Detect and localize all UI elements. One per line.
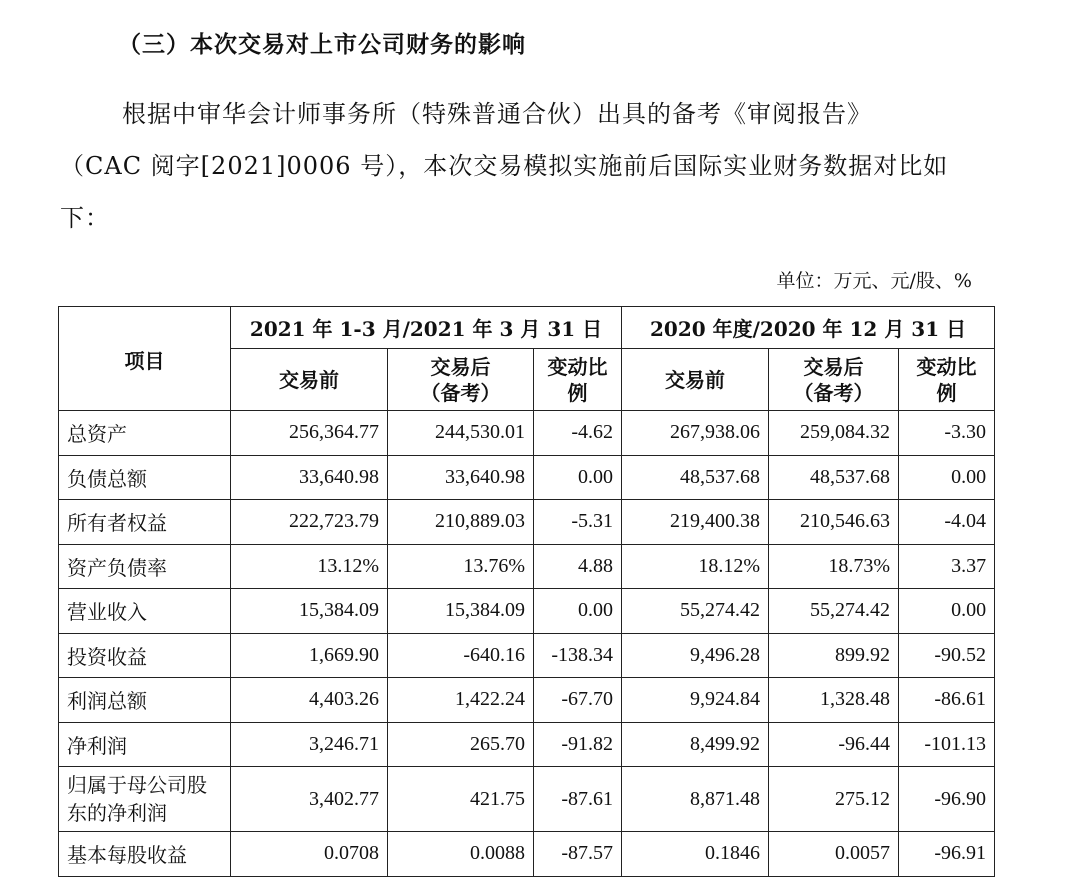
unit-label: 单位：万元、元/股、% bbox=[776, 270, 972, 292]
table-cell: 33,640.98 bbox=[388, 455, 534, 500]
table-cell: 3.37 bbox=[899, 544, 995, 589]
table-cell: 267,938.06 bbox=[622, 411, 769, 456]
period-1-header: 2021 年 1-3 月/2021 年 3 月 31 日 bbox=[231, 307, 622, 349]
table-cell: -5.31 bbox=[534, 500, 622, 545]
table-cell: 244,530.01 bbox=[388, 411, 534, 456]
table-cell: 0.00 bbox=[899, 455, 995, 500]
table-cell: -96.44 bbox=[769, 722, 899, 767]
item-header: 项目 bbox=[59, 307, 231, 411]
section-title: （三）本次交易对上市公司财务的影响 bbox=[118, 31, 526, 58]
col-change-p2-line1: 变动比 bbox=[916, 354, 977, 379]
table-cell: -101.13 bbox=[899, 722, 995, 767]
table-cell: 0.0088 bbox=[388, 832, 534, 877]
col-before-p1: 交易前 bbox=[231, 349, 388, 411]
col-change-p1-line2: 例 bbox=[567, 380, 588, 405]
table-cell: -4.62 bbox=[534, 411, 622, 456]
table-cell: 210,889.03 bbox=[388, 500, 534, 545]
table-cell: 15,384.09 bbox=[231, 589, 388, 634]
table-cell: 3,246.71 bbox=[231, 722, 388, 767]
row-label: 基本每股收益 bbox=[59, 832, 231, 877]
col-change-p2-line2: 例 bbox=[936, 380, 957, 405]
table-cell: -87.57 bbox=[534, 832, 622, 877]
table-cell: 48,537.68 bbox=[769, 455, 899, 500]
col-after-p2-line2: （备考） bbox=[793, 380, 874, 405]
table-cell: 259,084.32 bbox=[769, 411, 899, 456]
table-cell: 33,640.98 bbox=[231, 455, 388, 500]
table-cell: -3.30 bbox=[899, 411, 995, 456]
table-cell: -87.61 bbox=[534, 767, 622, 832]
table-cell: 55,274.42 bbox=[769, 589, 899, 634]
table-row bbox=[59, 544, 995, 589]
table-cell: 4,403.26 bbox=[231, 678, 388, 723]
table-cell: -90.52 bbox=[899, 633, 995, 678]
table-cell: 899.92 bbox=[769, 633, 899, 678]
table-cell: 0.0057 bbox=[769, 832, 899, 877]
table-cell: 0.0708 bbox=[231, 832, 388, 877]
row-label: 所有者权益 bbox=[59, 500, 231, 545]
table-cell: 0.1846 bbox=[622, 832, 769, 877]
table-row bbox=[59, 832, 995, 877]
col-change-p2 bbox=[899, 349, 995, 411]
table-cell: 0.00 bbox=[534, 455, 622, 500]
table-cell: 13.12% bbox=[231, 544, 388, 589]
table-cell: 421.75 bbox=[388, 767, 534, 832]
row-label: 投资收益 bbox=[59, 633, 231, 678]
row-label: 归属于母公司股东的净利润 bbox=[59, 767, 231, 832]
col-after-p1-line1: 交易后 bbox=[430, 354, 491, 379]
table-cell: 1,328.48 bbox=[769, 678, 899, 723]
table-cell: 8,499.92 bbox=[622, 722, 769, 767]
paragraph-line-2: （CAC 阅字[2021]0006 号），本次交易模拟实施前后国际实业财务数据对比如 bbox=[60, 152, 949, 180]
table-cell: 13.76% bbox=[388, 544, 534, 589]
table-cell: 18.12% bbox=[622, 544, 769, 589]
col-after-p2-line1: 交易后 bbox=[803, 354, 864, 379]
table-cell: 9,924.84 bbox=[622, 678, 769, 723]
paragraph-line-1: 根据中审华会计师事务所（特殊普通合伙）出具的备考《审阅报告》 bbox=[122, 100, 872, 128]
table-cell: 0.00 bbox=[899, 589, 995, 634]
row-label: 利润总额 bbox=[59, 678, 231, 723]
table-cell: 222,723.79 bbox=[231, 500, 388, 545]
table-cell: -4.04 bbox=[899, 500, 995, 545]
table-row bbox=[59, 767, 995, 832]
table-cell: 1,669.90 bbox=[231, 633, 388, 678]
table-cell: -86.61 bbox=[899, 678, 995, 723]
table-cell: -96.91 bbox=[899, 832, 995, 877]
table-row bbox=[59, 500, 995, 545]
table-cell: -91.82 bbox=[534, 722, 622, 767]
table-cell: -138.34 bbox=[534, 633, 622, 678]
table-cell: -67.70 bbox=[534, 678, 622, 723]
table-cell: 265.70 bbox=[388, 722, 534, 767]
col-change-p1 bbox=[534, 349, 622, 411]
table-cell: 3,402.77 bbox=[231, 767, 388, 832]
table-cell: 275.12 bbox=[769, 767, 899, 832]
col-before-p2: 交易前 bbox=[622, 349, 769, 411]
table-row bbox=[59, 589, 995, 634]
period-2-header: 2020 年度/2020 年 12 月 31 日 bbox=[622, 307, 995, 349]
col-change-p1-line1: 变动比 bbox=[547, 354, 608, 379]
intro-paragraph bbox=[60, 88, 995, 244]
table-cell: 8,871.48 bbox=[622, 767, 769, 832]
col-after-p1-line2: （备考） bbox=[420, 380, 501, 405]
table-cell: 18.73% bbox=[769, 544, 899, 589]
row-label: 营业收入 bbox=[59, 589, 231, 634]
table-cell: 1,422.24 bbox=[388, 678, 534, 723]
table-cell: 55,274.42 bbox=[622, 589, 769, 634]
table-cell: 219,400.38 bbox=[622, 500, 769, 545]
paragraph-line-3: 下： bbox=[60, 204, 110, 232]
table-cell: 0.00 bbox=[534, 589, 622, 634]
table-cell: 4.88 bbox=[534, 544, 622, 589]
row-label: 资产负债率 bbox=[59, 544, 231, 589]
table-row bbox=[59, 678, 995, 723]
table-cell: 256,364.77 bbox=[231, 411, 388, 456]
row-label: 负债总额 bbox=[59, 455, 231, 500]
col-after-p1 bbox=[388, 349, 534, 411]
table-cell: -96.90 bbox=[899, 767, 995, 832]
table-row bbox=[59, 411, 995, 456]
row-label: 总资产 bbox=[59, 411, 231, 456]
row-label: 净利润 bbox=[59, 722, 231, 767]
table-cell: 48,537.68 bbox=[622, 455, 769, 500]
col-after-p2 bbox=[769, 349, 899, 411]
table-cell: 210,546.63 bbox=[769, 500, 899, 545]
table-cell: -640.16 bbox=[388, 633, 534, 678]
financial-comparison-table bbox=[58, 306, 995, 877]
table-row bbox=[59, 722, 995, 767]
table-cell: 15,384.09 bbox=[388, 589, 534, 634]
table-row bbox=[59, 633, 995, 678]
table-row bbox=[59, 455, 995, 500]
table-cell: 9,496.28 bbox=[622, 633, 769, 678]
